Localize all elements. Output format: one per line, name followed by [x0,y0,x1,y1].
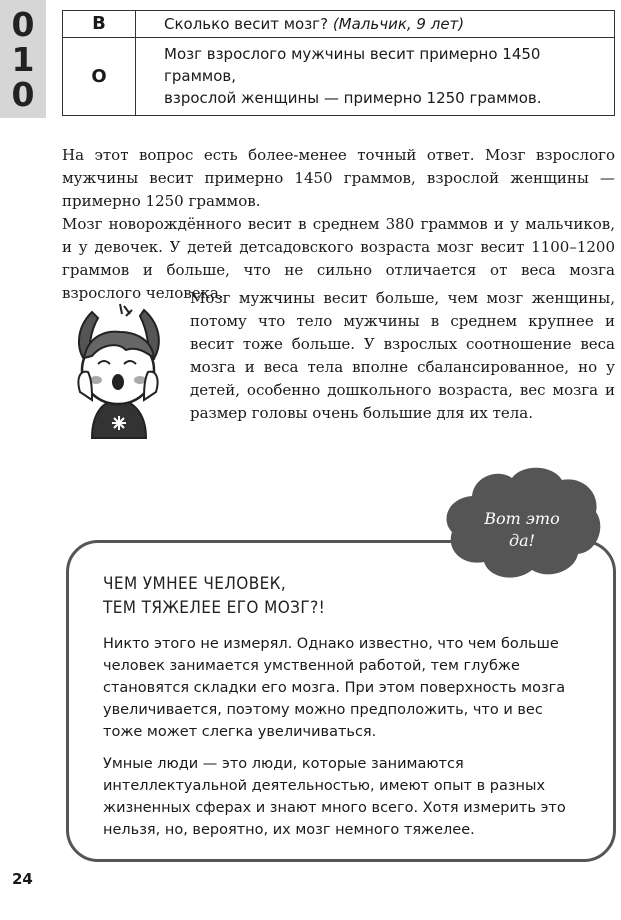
cloud-text [470,508,574,552]
question-number-badge [0,0,46,118]
question-cell [136,11,615,38]
info-box-title-line: ЧЕМ УМНЕЕ ЧЕЛОВЕК, [103,574,287,594]
body-paragraph: Мозг новорождённого весит в среднем 380 граммов и у мальчиков, и у девочек. У детей детсадовского возраста мозг весит 1100–1200 граммов и больше, что не сильно отличается от веса мозга взрослого человека. [62,215,615,302]
question-answer-table [62,10,615,116]
question-row [63,11,615,38]
surprised-kid-illustration [62,300,174,452]
answer-cell [136,37,615,115]
question-number-digit: 0 [11,74,35,114]
info-box-title [103,572,483,620]
cloud-text-line: Вот это [484,509,560,528]
question-text: Сколько весит мозг? [164,14,329,33]
question-letter: В [63,11,136,38]
info-box-paragraph: Умные люди — это люди, которые занимаются интеллектуальной деятельностью, имеют опыт в разных жизненных сферах и знают много всего. Хотя измерить это нельзя, но, вероятно, их мозг немного тяжелее. [103,756,566,838]
question-number-digit: 0 [11,4,35,44]
body-paragraph: Мозг мужчины весит больше, чем мозг женщины, потому что тело мужчины в среднем крупнее и весит тоже больше. У взрослых соотношение веса мозга и веса тела вполне сбалансированное, но у детей, особенно дошкольного возраста, вес мозга и размер головы очень большие для их тела. [190,289,615,422]
question-note: (Мальчик, 9 лет) [332,14,465,33]
answer-line: Мозг взрослого мужчины весит примерно 1450 граммов, [164,45,541,86]
cloud-text-line: да! [508,531,536,550]
page-number: 24 [12,870,33,888]
answer-row [63,37,615,115]
body-paragraph: На этот вопрос есть более-менее точный ответ. Мозг взрослого мужчины весит примерно 1450 граммов, взрослой женщины — примерно 1250 граммов. [62,146,615,210]
info-box-paragraph: Никто этого не измерял. Однако известно, что чем больше человек занимается умственной работой, тем глубже становятся складки его мозга. При этом поверхность мозга увеличивается, поэтому можно предположить, что и вес тоже может слегка увеличиваться. [103,636,566,740]
answer-letter: О [63,37,136,115]
answer-line: взрослой женщины — примерно 1250 граммов. [164,89,542,108]
info-box-title-line: ТЕМ ТЯЖЕЛЕЕ ЕГО МОЗГ?! [103,598,326,618]
question-number-digit: 1 [11,39,35,79]
